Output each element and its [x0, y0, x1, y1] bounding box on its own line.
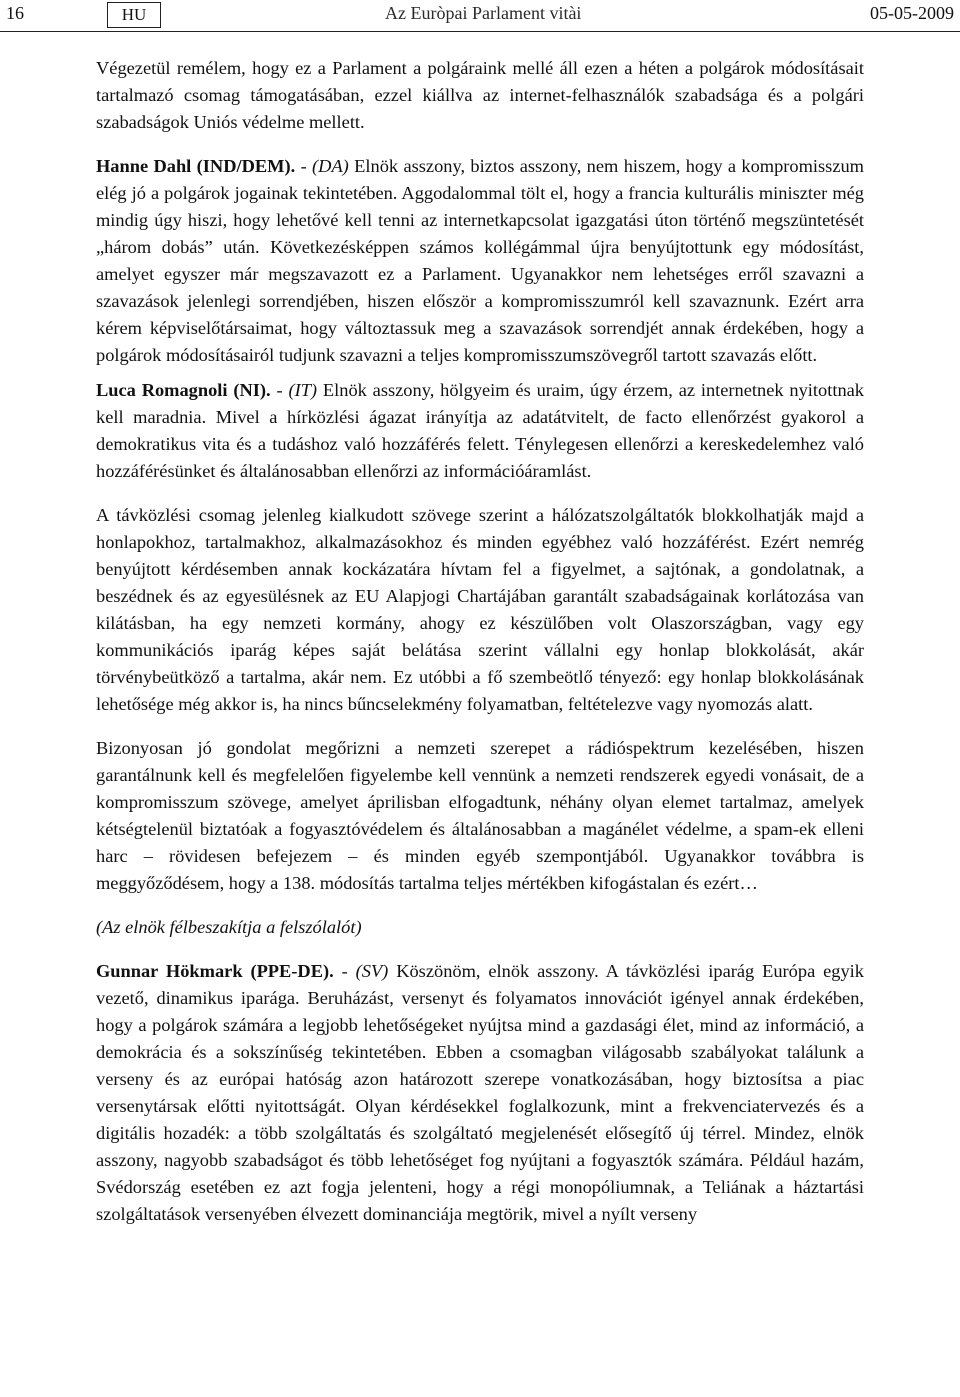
speaker-name: Hanne Dahl (IND/DEM). — [96, 156, 296, 176]
speech-gunnar-hokmark — [96, 958, 864, 1228]
page-header — [0, 0, 960, 32]
speech-text: Elnök asszony, biztos asszony, nem hiszem, hogy a kompromisszum elég jó a polgárok jogainak tekintetében. Aggodalommal tölt el, hogy a francia kulturális miniszter még mindig úgy hiszi, hogy lehetővé kell tenni az internetkapcsolat igazgatási úton történő megszüntetését „három dobás” után. Következésképpen számos kollégámmal újra benyújtottunk egy módosítást, amelyet egyszer már megszavazott ez a Parlament. Ugyanakkor nem lehetséges erről szavazni a szavazások jelenlegi sorrendjében, hiszen először a kompromisszumról kell szavaznunk. Ezért arra kérem képviselőtársaimat, hogy változtassuk meg a szavazások sorrendjét annak érdekében, hogy a polgárok módosításairól tudjunk szavazni a teljes kompromisszumszövegről tartott szavazás előtt. — [96, 156, 864, 365]
speech-text: Elnök asszony, hölgyeim és uraim, úgy érzem, az internetnek nyitottnak kell maradnia. Mivel a hírközlési ágazat irányítja az adatátvitelt, de facto ellenőrzést gyakorol a demokratikus vita és a tudáshoz való hozzáférés felett. Ténylegesen ellenőrzi a kereskedelemhez való hozzáférésünket és általánosabban ellenőrzi az információáramlást. — [96, 380, 864, 481]
speech-language: (IT) — [288, 380, 318, 400]
speech-language: (DA) — [312, 156, 349, 176]
paragraph-closing: Végezetül remélem, hogy ez a Parlament a polgáraink mellé áll ezen a héten a polgárok módosításait tartalmazó csomag támogatásában, ezzel kiállva az internet-felhasználók szabadsága és a polgári szabadságok Uniós védelme mellett. — [96, 58, 864, 132]
speech-text: Köszönöm, elnök asszony. A távközlési iparág Európa egyik vezető, dinamikus iparága. Beruházást, versenyt és folyamatos innovációt igényel annak érdekében, hogy a polgárok számára a legjobb lehetőségeket nyújtsa mind a gazdasági élet, mind az információ, a demokrácia és a sokszínűség tekintetében. Ebben a csomagban világosabb szabályokat találunk a verseny és az európai hatóság azon határozott szerepe vonatkozásában, hogy biztosítsa a piac versenytársak előtti nyitottságát. Olyan kérdésekkel foglalkozunk, mint a frekvenciatervezés és a digitális hozadék: a több szolgáltatás és szolgáltató megjelenését elősegítő új térrel. Mindez, elnök asszony, nagyobb szabadságot és több lehetőséget fog nyújtani a fogyasztók számára. Például hazám, Svédország esetében ez azt fogja jelenteni, hogy a régi monopóliumnak, a Teliának a háztartási szolgáltatások versenyében élvezett dominanciája megtörik, mivel a nyílt verseny — [96, 961, 864, 1224]
document-body — [96, 55, 864, 1245]
language-code-box: HU — [107, 2, 161, 28]
speaker-separator: - — [295, 156, 313, 176]
page-number: 16 — [6, 3, 24, 23]
publication-date: 05-05-2009 — [870, 3, 954, 23]
speech-luca-romagnoli — [96, 377, 864, 485]
speaker-separator: - — [270, 380, 289, 400]
speaker-name: Luca Romagnoli (NI). — [96, 380, 271, 400]
speaker-name: Gunnar Hökmark (PPE-DE). — [96, 961, 334, 981]
speech-language: (SV) — [355, 961, 389, 981]
speaker-separator: - — [333, 961, 356, 981]
publication-title: Az Euròpai Parlament vitài — [385, 3, 582, 23]
president-interruption: (Az elnök félbeszakítja a felszólalót) — [96, 917, 362, 937]
speech-hanne-dahl — [96, 153, 864, 369]
paragraph-telecom-package: A távközlési csomag jelenleg kialkudott szövege szerint a hálózatszolgáltatók blokkolhatják majd a honlapokhoz, tartalmakhoz, alkalmazásokhoz és minden egyébhez való hozzáférést. Ezért nemrég benyújtott kérdésemben annak kockázatára hívtam fel a figyelmet, a sajtónak, a gondolatnak, a beszédnek és az egyesülésnek az EU Alapjogi Chartájában garantált szabadságainak korlátozása van kilátásban, ha egy nemzeti kormány, ahogy ez készülőben volt Olaszországban, vagy egy kommunikációs iparág képes saját belátása szerint vállalni egy honlap blokkolását, akár törvénybeütköző a tartalma, akár nem. Ez utóbbi a fő szembeötlő tényező: egy honlap blokkolásának lehetősége még akkor is, ha nincs bűncselekmény folyamatban, feltételezve vagy nyomozás alatt. — [96, 505, 864, 714]
paragraph-radio-spectrum: Bizonyosan jó gondolat megőrizni a nemzeti szerepet a rádióspektrum kezelésében, hiszen garantálnunk kell és megfelelően figyelembe kell vennünk a nemzeti rendszerek egyedi vonásait, de a kompromisszum szövege, amelyet áprilisban elfogadtunk, néhány olyan elemet tartalmaz, amelyek kétségtelenül biztatóak a fogyasztóvédelem és általánosabban a magánélet védelme, a spam-ek elleni harc – rövidesen befejezem – és minden egyéb szempontjából. Ugyanakkor továbbra is meggyőződésem, hogy a 138. módosítás tartalma teljes mértékben kifogástalan és ezért… — [96, 738, 864, 893]
